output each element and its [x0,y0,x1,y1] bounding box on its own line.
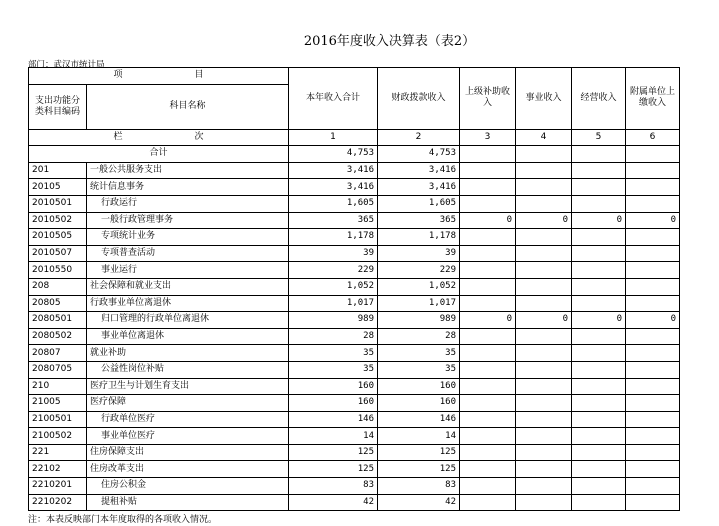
row-c5 [572,195,626,212]
row-c3 [460,162,516,179]
row-code: 2010501 [29,195,87,212]
header-col1: 本年收入合计 [289,68,378,130]
row-c4 [516,278,572,295]
row-c1: 365 [289,212,378,229]
row-code: 208 [29,278,87,295]
row-c5 [572,461,626,478]
row-c5 [572,478,626,495]
row-c6 [626,361,680,378]
row-c4 [516,328,572,345]
row-c3 [460,179,516,196]
lanci-1: 1 [289,129,378,146]
total-c5 [572,146,626,163]
row-c3 [460,378,516,395]
row-name: 一般公共服务支出 [87,162,289,179]
row-c3 [460,461,516,478]
table-row [29,461,680,478]
row-c1: 125 [289,444,378,461]
row-c1: 160 [289,378,378,395]
total-label: 合计 [29,146,289,163]
row-c5: 0 [572,312,626,329]
row-c4 [516,461,572,478]
row-c1: 1,605 [289,195,378,212]
row-c2: 28 [378,328,460,345]
row-c2: 1,052 [378,278,460,295]
row-code: 2010507 [29,245,87,262]
row-c1: 83 [289,478,378,495]
row-c6: 0 [626,312,680,329]
row-code: 21005 [29,395,87,412]
row-c4 [516,395,572,412]
row-c3: 0 [460,312,516,329]
row-code: 210 [29,378,87,395]
row-c2: 1,605 [378,195,460,212]
row-c5 [572,444,626,461]
row-code: 20805 [29,295,87,312]
table-row [29,494,680,511]
row-c6 [626,162,680,179]
row-code: 22102 [29,461,87,478]
table-row [29,295,680,312]
row-c4 [516,162,572,179]
row-c6 [626,245,680,262]
row-c4: 0 [516,212,572,229]
row-c3 [460,229,516,246]
row-code: 2210202 [29,494,87,511]
row-c3 [460,345,516,362]
row-c3: 0 [460,212,516,229]
row-c6: 0 [626,212,680,229]
header-name: 科目名称 [87,84,289,129]
row-c2: 35 [378,345,460,362]
row-c1: 146 [289,411,378,428]
row-c6 [626,328,680,345]
row-c4 [516,478,572,495]
row-c2: 3,416 [378,179,460,196]
row-c1: 35 [289,345,378,362]
row-c2: 1,017 [378,295,460,312]
row-c2: 125 [378,444,460,461]
header-col3: 上级补助收入 [460,68,516,130]
row-c6 [626,411,680,428]
row-c2: 3,416 [378,162,460,179]
lanci-5: 5 [572,129,626,146]
table-row [29,229,680,246]
row-name: 医疗保障 [87,395,289,412]
row-name: 事业单位医疗 [87,428,289,445]
row-c2: 39 [378,245,460,262]
table-row [29,245,680,262]
row-c6 [626,428,680,445]
row-c5 [572,411,626,428]
row-name: 就业补助 [87,345,289,362]
row-name: 行政运行 [87,195,289,212]
row-c3 [460,195,516,212]
row-name: 专项统计业务 [87,229,289,246]
total-c6 [626,146,680,163]
row-code: 20105 [29,179,87,196]
row-c4 [516,378,572,395]
table-row [29,328,680,345]
row-c5 [572,395,626,412]
row-c1: 3,416 [289,162,378,179]
lanci-row [29,129,680,146]
row-c6 [626,494,680,511]
row-c1: 1,017 [289,295,378,312]
total-c4 [516,146,572,163]
row-c3 [460,494,516,511]
row-code: 2100502 [29,428,87,445]
row-c5 [572,262,626,279]
total-c2: 4,753 [378,146,460,163]
row-c4 [516,361,572,378]
row-code: 2010550 [29,262,87,279]
table-row [29,345,680,362]
lanci-2: 2 [378,129,460,146]
row-c4 [516,195,572,212]
row-c3 [460,444,516,461]
row-c1: 3,416 [289,179,378,196]
row-name: 事业运行 [87,262,289,279]
row-c6 [626,378,680,395]
row-c5 [572,162,626,179]
table-body [29,68,680,511]
row-c2: 35 [378,361,460,378]
row-c2: 365 [378,212,460,229]
row-c6 [626,345,680,362]
footnote: 注：本表反映部门本年度取得的各项收入情况。 [28,515,218,525]
table-row [29,262,680,279]
income-table [28,67,680,511]
row-c5 [572,494,626,511]
table-row [29,179,680,196]
row-name: 事业单位离退休 [87,328,289,345]
row-c2: 146 [378,411,460,428]
row-code: 221 [29,444,87,461]
row-c2: 42 [378,494,460,511]
table-row [29,312,680,329]
row-c2: 83 [378,478,460,495]
row-c5 [572,345,626,362]
row-name: 一般行政管理事务 [87,212,289,229]
row-name: 住房保障支出 [87,444,289,461]
header-code: 支出功能分类科目编码 [29,84,87,129]
row-c6 [626,262,680,279]
table-row [29,195,680,212]
row-c3 [460,245,516,262]
row-c2: 14 [378,428,460,445]
row-c5 [572,179,626,196]
row-c3 [460,361,516,378]
row-c1: 14 [289,428,378,445]
row-code: 2210201 [29,478,87,495]
department-label: 部门：武汉市统计局 [28,60,105,70]
row-code: 20807 [29,345,87,362]
row-c1: 1,178 [289,229,378,246]
row-c3 [460,278,516,295]
row-c4 [516,262,572,279]
lanci-6: 6 [626,129,680,146]
row-c2: 160 [378,378,460,395]
lanci-3: 3 [460,129,516,146]
row-c1: 42 [289,494,378,511]
row-c5 [572,428,626,445]
report-title: 2016年度收入决算表（表2） [303,34,476,49]
row-c4: 0 [516,312,572,329]
row-c5 [572,245,626,262]
row-name: 行政事业单位离退休 [87,295,289,312]
row-c3 [460,478,516,495]
total-row [29,146,680,163]
row-name: 提租补贴 [87,494,289,511]
row-name: 社会保障和就业支出 [87,278,289,295]
row-c3 [460,395,516,412]
header-col5: 经营收入 [572,68,626,130]
row-c4 [516,229,572,246]
row-c4 [516,494,572,511]
header-col4: 事业收入 [516,68,572,130]
row-c4 [516,295,572,312]
row-c4 [516,411,572,428]
row-c1: 989 [289,312,378,329]
header-col6: 附属单位上缴收入 [626,68,680,130]
row-c1: 1,052 [289,278,378,295]
header-col2: 财政拨款收入 [378,68,460,130]
row-c6 [626,444,680,461]
row-name: 统计信息事务 [87,179,289,196]
table-row [29,428,680,445]
row-name: 专项普查活动 [87,245,289,262]
row-code: 2080501 [29,312,87,329]
row-c1: 229 [289,262,378,279]
row-code: 2010502 [29,212,87,229]
table-row [29,162,680,179]
row-code: 2010505 [29,229,87,246]
row-c2: 160 [378,395,460,412]
row-name: 公益性岗位补贴 [87,361,289,378]
row-c2: 989 [378,312,460,329]
row-name: 医疗卫生与计划生育支出 [87,378,289,395]
row-name: 住房改革支出 [87,461,289,478]
lanci-label: 栏 次 [29,129,289,146]
row-c3 [460,411,516,428]
table-row [29,378,680,395]
row-c1: 28 [289,328,378,345]
row-c1: 35 [289,361,378,378]
row-c5 [572,278,626,295]
row-c6 [626,229,680,246]
row-c3 [460,328,516,345]
table-row [29,212,680,229]
total-c3 [460,146,516,163]
row-c6 [626,278,680,295]
row-code: 2080502 [29,328,87,345]
table-row [29,411,680,428]
row-c2: 1,178 [378,229,460,246]
row-c5 [572,229,626,246]
row-code: 2100501 [29,411,87,428]
row-c1: 125 [289,461,378,478]
row-name: 行政单位医疗 [87,411,289,428]
row-c5 [572,328,626,345]
row-c3 [460,295,516,312]
row-c4 [516,245,572,262]
row-name: 住房公积金 [87,478,289,495]
row-c4 [516,444,572,461]
row-c1: 160 [289,395,378,412]
row-c6 [626,461,680,478]
row-c2: 229 [378,262,460,279]
table-row [29,478,680,495]
row-c6 [626,395,680,412]
row-c6 [626,195,680,212]
row-c3 [460,428,516,445]
row-code: 201 [29,162,87,179]
row-c5 [572,361,626,378]
table-row [29,395,680,412]
total-c1: 4,753 [289,146,378,163]
row-c2: 125 [378,461,460,478]
row-c6 [626,295,680,312]
table-row [29,278,680,295]
row-c5: 0 [572,212,626,229]
row-name: 归口管理的行政单位离退休 [87,312,289,329]
row-c5 [572,378,626,395]
row-c4 [516,428,572,445]
lanci-4: 4 [516,129,572,146]
header-row-1 [29,68,680,85]
row-c5 [572,295,626,312]
row-c6 [626,179,680,196]
table-row [29,361,680,378]
row-code: 2080705 [29,361,87,378]
row-c3 [460,262,516,279]
row-c1: 39 [289,245,378,262]
row-c6 [626,478,680,495]
row-c4 [516,345,572,362]
table-row [29,444,680,461]
header-xiangmu: 项 目 [29,68,289,85]
row-c4 [516,179,572,196]
